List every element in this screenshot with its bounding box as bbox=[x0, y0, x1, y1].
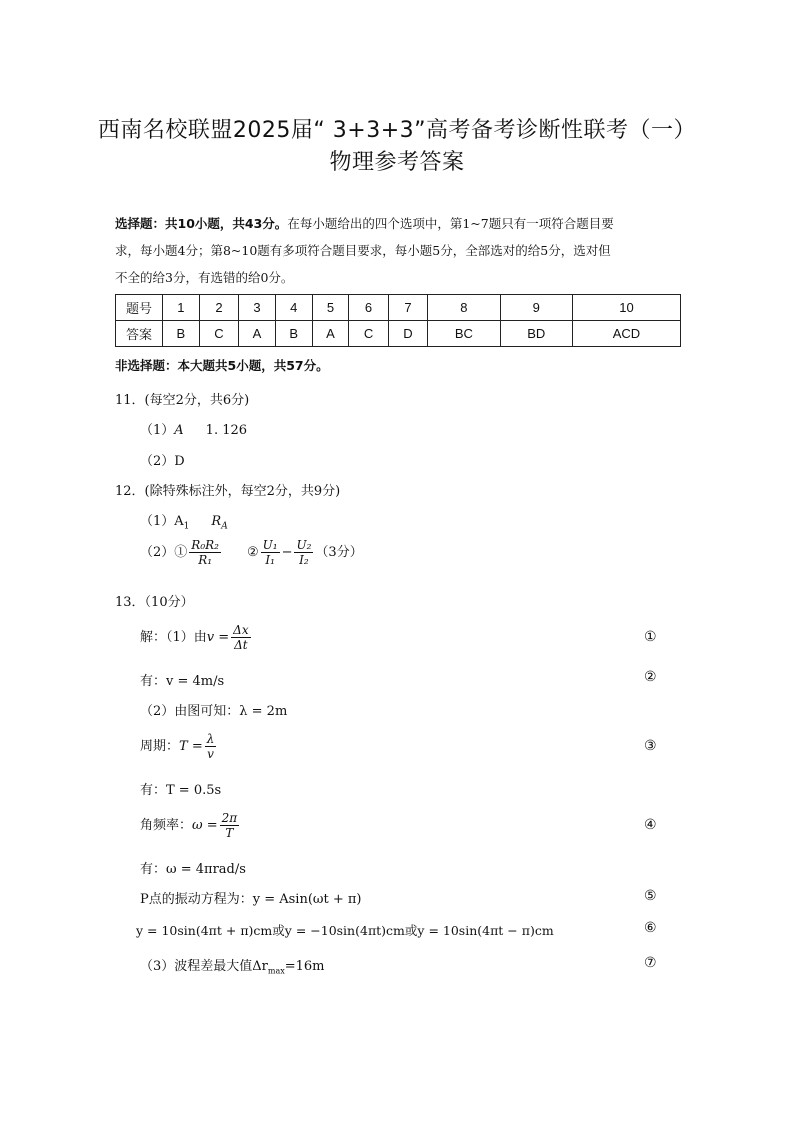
row-label-answer: 答案 bbox=[116, 321, 163, 347]
q13-step-5: 有：T = 0.5s bbox=[140, 783, 222, 798]
q12-heading: 12．(除特殊标注外，每空2分，共9分) bbox=[115, 484, 341, 499]
q12-a2-points: （3分） bbox=[315, 545, 363, 560]
q13-s4-fraction bbox=[205, 732, 217, 761]
q12-a1-var: R bbox=[211, 514, 222, 529]
q12-a1-varsub: A bbox=[221, 521, 228, 532]
q12-frac1-den: R₁ bbox=[198, 553, 213, 567]
table-cell: D bbox=[388, 321, 427, 347]
q13-s1-fraction bbox=[231, 623, 250, 652]
q13-mark-5: ⑤ bbox=[644, 888, 657, 904]
table-cell: C bbox=[349, 321, 388, 347]
nonchoice-intro bbox=[115, 356, 329, 374]
q13-step-9: y = 10sin(4πt + π)cm或y = −10sin(4πt)cm或y = 10sin(4πt − π)cm bbox=[136, 923, 554, 938]
q12-minus: − bbox=[281, 545, 293, 560]
q13-s6-prefix: 角频率： bbox=[140, 818, 193, 833]
choice-text-1: 在每小题给出的四个选项中，第1~7题只有一项符合题目要 bbox=[287, 216, 614, 231]
q13-s6-fraction bbox=[220, 811, 240, 840]
q12-a2-mid: ② bbox=[246, 545, 259, 560]
table-cell: A bbox=[312, 321, 349, 347]
q13-step-10 bbox=[140, 955, 325, 976]
q13-s10-sub: max bbox=[267, 966, 285, 976]
q12-frac3-num: U₂ bbox=[296, 538, 312, 552]
table-cell: 6 bbox=[349, 295, 388, 321]
q13-step-4 bbox=[140, 732, 218, 761]
q13-mark-3: ③ bbox=[644, 738, 657, 754]
table-cell: B bbox=[275, 321, 312, 347]
table-cell: C bbox=[199, 321, 238, 347]
q13-s4-num: λ bbox=[206, 732, 215, 746]
q11-a1-value: 1. 126 bbox=[205, 423, 248, 438]
choice-text-3: 不全的给3分，有选错的给0分。 bbox=[115, 270, 294, 285]
q13-s10-prefix: （3）波程差最大值Δr bbox=[140, 959, 268, 974]
q12-frac2-den: I₁ bbox=[265, 553, 275, 567]
nonchoice-label: 非选择题： bbox=[115, 358, 178, 373]
q12-a1-sub: 1 bbox=[183, 521, 190, 532]
q11-a1-var: A bbox=[174, 423, 184, 438]
q13-s1-num: Δx bbox=[233, 623, 249, 637]
q12-fraction-1 bbox=[189, 538, 221, 567]
choice-summary: 共10小题，共43分。 bbox=[165, 216, 288, 231]
q13-s1-den: Δt bbox=[234, 638, 248, 652]
q12-fraction-2 bbox=[261, 538, 280, 567]
title-line-2: 物理参考答案 bbox=[329, 150, 465, 175]
q13-step-2: 有：v = 4m/s bbox=[140, 674, 225, 689]
q13-s4-lhs: T = bbox=[179, 739, 203, 754]
table-row-answers bbox=[116, 321, 681, 347]
table-cell: 8 bbox=[428, 295, 500, 321]
title-line-1: 西南名校联盟2025届“ 3+3+3”高考备考诊断性联考（一） bbox=[97, 118, 697, 143]
q12-answer-2 bbox=[140, 538, 363, 567]
q11-answer-2: （2）D bbox=[140, 454, 185, 469]
q13-step-3: （2）由图可知：λ = 2m bbox=[140, 704, 288, 719]
q13-mark-1: ① bbox=[644, 629, 657, 645]
q13-s1-prefix: 解：（1）由 bbox=[140, 630, 207, 645]
q13-mark-7: ⑦ bbox=[644, 955, 657, 971]
table-cell: B bbox=[163, 321, 200, 347]
table-cell: 7 bbox=[388, 295, 427, 321]
q13-s6-lhs: ω = bbox=[192, 818, 218, 833]
choice-label: 选择题： bbox=[115, 216, 166, 231]
q12-a1-prefix: （1）A bbox=[140, 514, 184, 529]
row-label-number: 题号 bbox=[116, 295, 163, 321]
nonchoice-text: 本大题共5小题，共57分。 bbox=[177, 358, 329, 373]
q12-fraction-3 bbox=[294, 538, 313, 567]
table-cell: 2 bbox=[199, 295, 238, 321]
table-cell: 1 bbox=[163, 295, 200, 321]
q13-mark-4: ④ bbox=[644, 817, 657, 833]
q12-answer-1 bbox=[140, 510, 228, 532]
q12-frac3-den: I₂ bbox=[299, 553, 309, 567]
choice-intro bbox=[115, 210, 681, 291]
q13-s4-prefix: 周期： bbox=[140, 739, 180, 754]
q13-s1-lhs: v = bbox=[206, 630, 230, 645]
table-cell: 9 bbox=[500, 295, 572, 321]
table-cell: A bbox=[239, 321, 276, 347]
table-row-numbers bbox=[116, 295, 681, 321]
answer-table bbox=[115, 294, 681, 347]
q13-s4-den: v bbox=[207, 747, 214, 761]
table-cell: BD bbox=[500, 321, 572, 347]
table-cell: ACD bbox=[572, 321, 680, 347]
q13-s6-num: 2π bbox=[221, 811, 238, 825]
q13-mark-2: ② bbox=[644, 669, 657, 685]
q13-s6-den: T bbox=[225, 826, 234, 840]
q13-step-7: 有：ω = 4πrad/s bbox=[140, 862, 246, 877]
q12-frac2-num: U₁ bbox=[262, 538, 278, 552]
q11-heading: 11．(每空2分，共6分) bbox=[115, 393, 250, 408]
table-cell: 5 bbox=[312, 295, 349, 321]
q13-heading: 13．（10分） bbox=[115, 595, 194, 610]
q12-frac1-num: R₀R₂ bbox=[191, 538, 219, 552]
choice-text-2: 求，每小题4分；第8~10题有多项符合题目要求，每小题5分，全部选对的给5分，选对但 bbox=[115, 243, 611, 258]
q13-step-1 bbox=[140, 623, 253, 652]
q13-mark-6: ⑥ bbox=[644, 920, 657, 936]
q12-a2-prefix: （2）① bbox=[140, 545, 188, 560]
q11-a1-prefix: （1） bbox=[140, 423, 175, 438]
table-cell: 10 bbox=[572, 295, 680, 321]
q11-answer-1 bbox=[140, 419, 247, 438]
table-cell: BC bbox=[428, 321, 500, 347]
table-cell: 3 bbox=[239, 295, 276, 321]
table-cell: 4 bbox=[275, 295, 312, 321]
q13-step-6 bbox=[140, 811, 241, 840]
q13-step-8: P点的振动方程为：y = Asin(ωt + π) bbox=[140, 892, 362, 907]
q13-s10-value: =16m bbox=[284, 959, 325, 974]
